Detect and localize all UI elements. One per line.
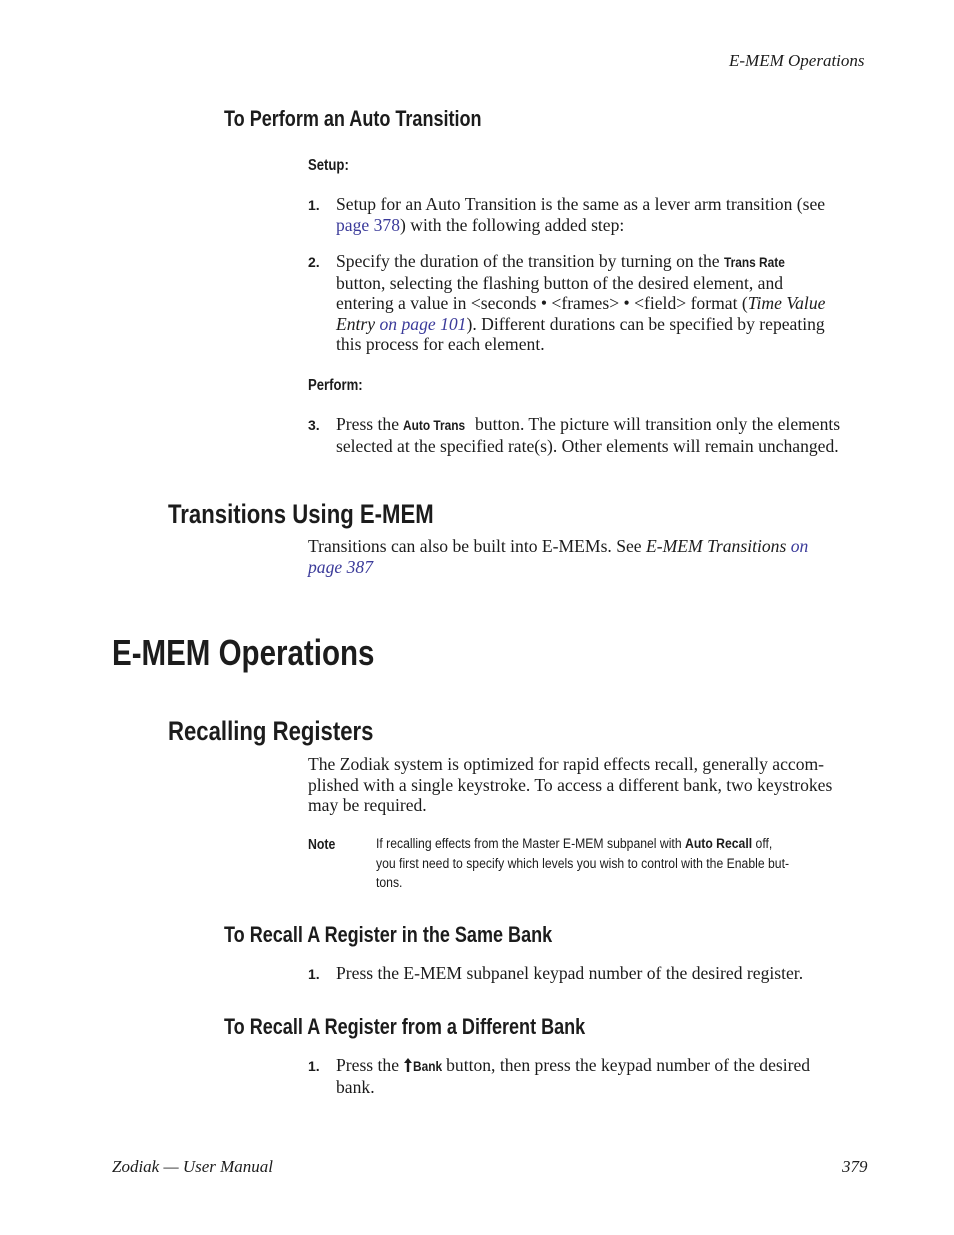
different-bank-step-text: Press the Bank button, then press the keypad number of the desired bank. <box>336 1055 811 1097</box>
page-378-link[interactable]: page 378 <box>336 214 401 235</box>
page-101-link[interactable]: on page 101 <box>379 313 467 334</box>
transitions-emem-heading: Transitions Using E-MEM <box>168 499 434 529</box>
recalling-registers-text: The Zodiak system is optimized for rapid effects recall, generally accom- plished with a single keystroke. To access a different bank, two keystrokes may be required. <box>308 754 833 816</box>
different-bank-heading: To Recall A Register from a Different Bank <box>224 1014 586 1039</box>
note-label: Note <box>308 836 336 853</box>
auto-trans-button-label: Auto Trans <box>403 417 466 433</box>
e-mem-transitions-link[interactable]: on <box>790 536 809 556</box>
auto-transition-heading: To Perform an Auto Transition <box>224 106 482 131</box>
step-1-text: Setup for an Auto Transition is the same as a lever arm transition (see page 378) with the following added step: <box>336 194 826 235</box>
up-arrow-icon <box>403 1058 413 1072</box>
step-number: 1. <box>308 966 320 982</box>
perform-label: Perform: <box>308 377 363 394</box>
step-2-text: Specify the duration of the transition by turning on the Trans Rate button, selecting the flashing button of the desired element, and entering a value in <seconds • <frames> • <field> format (Time Value Entry on page 101). Different durations can be specified by repeating this process for each element. <box>336 251 826 355</box>
trans-rate-button-label: Trans Rate <box>723 254 785 270</box>
step-number: 3. <box>308 417 320 433</box>
same-bank-step-text: Press the E-MEM subpanel keypad number of the desired register. <box>336 963 804 983</box>
auto-recall-button-label: Auto Recall <box>685 836 753 852</box>
step-number: 1. <box>308 197 320 213</box>
step-number: 2. <box>308 254 320 270</box>
same-bank-heading: To Recall A Register in the Same Bank <box>224 922 553 947</box>
running-header: E-MEM Operations <box>729 51 865 70</box>
page-number: 379 <box>842 1157 868 1176</box>
note-text: If recalling effects from the Master E-MEM subpanel with Auto Recall off, you first need to specify which levels you wish to control with the Enable but- tons. <box>376 836 790 891</box>
footer-manual-title: Zodiak — User Manual <box>112 1157 274 1176</box>
step-3-text: Press the Auto Trans button. The picture will transition only the elements selected at the specified rate(s). Other elements will remain unchanged. <box>336 414 841 456</box>
setup-label: Setup: <box>308 157 349 174</box>
page-387-link[interactable]: page 387 <box>308 556 373 577</box>
bank-button-label: Bank <box>413 1058 443 1074</box>
recalling-registers-heading: Recalling Registers <box>168 716 374 746</box>
emem-operations-heading: E-MEM Operations <box>112 632 375 673</box>
transitions-emem-text: Transitions can also be built into E-MEMs. See E-MEM Transitions on page 387 <box>308 536 809 577</box>
step-number: 1. <box>308 1058 320 1074</box>
